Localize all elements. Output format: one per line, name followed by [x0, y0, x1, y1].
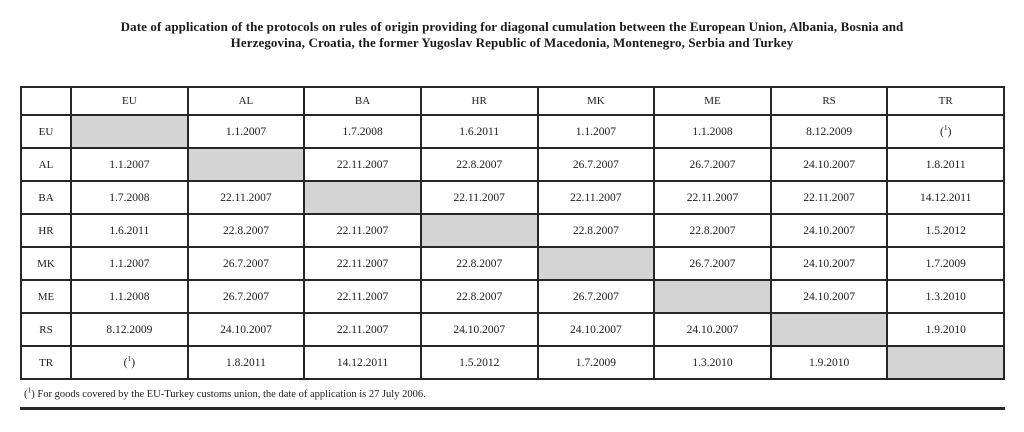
- date-cell: 1.5.2012: [421, 346, 538, 379]
- self-intersection-cell: [771, 313, 888, 346]
- footnote-ref-cell: ($^1$): [887, 115, 1004, 148]
- bottom-rule: [20, 407, 1005, 410]
- date-cell: 24.10.2007: [188, 313, 305, 346]
- cumulation-table: [20, 86, 1005, 380]
- footnote: [24, 385, 1024, 400]
- date-cell: 26.7.2007: [538, 280, 655, 313]
- row-header-hr: HR: [21, 214, 71, 247]
- row-header-eu: EU: [21, 115, 71, 148]
- self-intersection-cell: [421, 214, 538, 247]
- self-intersection-cell: [304, 181, 421, 214]
- row-header-tr: TR: [21, 346, 71, 379]
- column-header-rs: RS: [771, 87, 888, 115]
- date-cell: 1.5.2012: [887, 214, 1004, 247]
- date-cell: 22.11.2007: [304, 280, 421, 313]
- date-cell: 1.7.2009: [887, 247, 1004, 280]
- row-header-me: ME: [21, 280, 71, 313]
- column-header-al: AL: [188, 87, 305, 115]
- table-row-me: [21, 280, 1004, 313]
- table-title-line-1: Date of application of the protocols on rules of origin providing for diagonal cumulation between the European Union, Albania, Bosnia and: [120, 19, 904, 34]
- date-cell: 1.1.2007: [71, 247, 188, 280]
- column-header-hr: HR: [421, 87, 538, 115]
- self-intersection-cell: [188, 148, 305, 181]
- date-cell: 1.7.2008: [71, 181, 188, 214]
- footnote-marker: ($^1$): [24, 385, 35, 400]
- date-cell: 24.10.2007: [538, 313, 655, 346]
- date-cell: 1.6.2011: [421, 115, 538, 148]
- table-title: [0, 0, 1024, 51]
- date-cell: 1.1.2008: [654, 115, 771, 148]
- date-cell: 22.8.2007: [421, 247, 538, 280]
- corner-cell: [21, 87, 71, 115]
- date-cell: 22.11.2007: [304, 148, 421, 181]
- date-cell: 1.8.2011: [887, 148, 1004, 181]
- date-cell: 26.7.2007: [654, 148, 771, 181]
- table-title-line-2: Herzegovina, Croatia, the former Yugoslav Republic of Macedonia, Montenegro, Serbia and Turkey: [230, 35, 794, 50]
- table-row-ba: [21, 181, 1004, 214]
- date-cell: 24.10.2007: [771, 280, 888, 313]
- table-body: [21, 115, 1004, 379]
- date-cell: 24.10.2007: [771, 148, 888, 181]
- date-cell: 14.12.2011: [887, 181, 1004, 214]
- date-cell: 26.7.2007: [538, 148, 655, 181]
- date-cell: 14.12.2011: [304, 346, 421, 379]
- footnote-ref-cell: ($^1$): [71, 346, 188, 379]
- self-intersection-cell: [654, 280, 771, 313]
- date-cell: 22.8.2007: [421, 148, 538, 181]
- date-cell: 24.10.2007: [771, 214, 888, 247]
- table-row-al: [21, 148, 1004, 181]
- date-cell: 26.7.2007: [188, 280, 305, 313]
- date-cell: 1.7.2009: [538, 346, 655, 379]
- date-cell: 1.8.2011: [188, 346, 305, 379]
- self-intersection-cell: [538, 247, 655, 280]
- header-row: [21, 87, 1004, 115]
- date-cell: 22.11.2007: [654, 181, 771, 214]
- date-cell: 22.8.2007: [421, 280, 538, 313]
- date-cell: 24.10.2007: [654, 313, 771, 346]
- self-intersection-cell: [71, 115, 188, 148]
- date-cell: 26.7.2007: [654, 247, 771, 280]
- table-row-mk: [21, 247, 1004, 280]
- table-row-hr: [21, 214, 1004, 247]
- column-header-mk: MK: [538, 87, 655, 115]
- table-row-eu: [21, 115, 1004, 148]
- column-header-me: ME: [654, 87, 771, 115]
- date-cell: 24.10.2007: [771, 247, 888, 280]
- date-cell: 1.6.2011: [71, 214, 188, 247]
- date-cell: 1.3.2010: [887, 280, 1004, 313]
- date-cell: 22.11.2007: [421, 181, 538, 214]
- row-header-rs: RS: [21, 313, 71, 346]
- date-cell: 22.11.2007: [538, 181, 655, 214]
- row-header-ba: BA: [21, 181, 71, 214]
- date-cell: 1.9.2010: [771, 346, 888, 379]
- date-cell: 22.11.2007: [304, 214, 421, 247]
- date-cell: 8.12.2009: [71, 313, 188, 346]
- self-intersection-cell: [887, 346, 1004, 379]
- date-cell: 1.9.2010: [887, 313, 1004, 346]
- date-cell: 1.1.2007: [71, 148, 188, 181]
- date-cell: 22.11.2007: [771, 181, 888, 214]
- date-cell: 26.7.2007: [188, 247, 305, 280]
- table-row-rs: [21, 313, 1004, 346]
- date-cell: 1.1.2007: [538, 115, 655, 148]
- date-cell: 8.12.2009: [771, 115, 888, 148]
- date-cell: 24.10.2007: [421, 313, 538, 346]
- date-cell: 22.8.2007: [654, 214, 771, 247]
- date-cell: 1.1.2007: [188, 115, 305, 148]
- column-header-ba: BA: [304, 87, 421, 115]
- footnote-text: For goods covered by the EU-Turkey customs union, the date of application is 27 July 2006.: [37, 389, 426, 400]
- date-cell: 22.8.2007: [538, 214, 655, 247]
- table-row-tr: [21, 346, 1004, 379]
- row-header-al: AL: [21, 148, 71, 181]
- column-header-tr: TR: [887, 87, 1004, 115]
- row-header-mk: MK: [21, 247, 71, 280]
- date-cell: 1.1.2008: [71, 280, 188, 313]
- date-cell: 22.11.2007: [188, 181, 305, 214]
- date-cell: 1.3.2010: [654, 346, 771, 379]
- date-cell: 22.11.2007: [304, 247, 421, 280]
- date-cell: 1.7.2008: [304, 115, 421, 148]
- date-cell: 22.8.2007: [188, 214, 305, 247]
- column-header-eu: EU: [71, 87, 188, 115]
- date-cell: 22.11.2007: [304, 313, 421, 346]
